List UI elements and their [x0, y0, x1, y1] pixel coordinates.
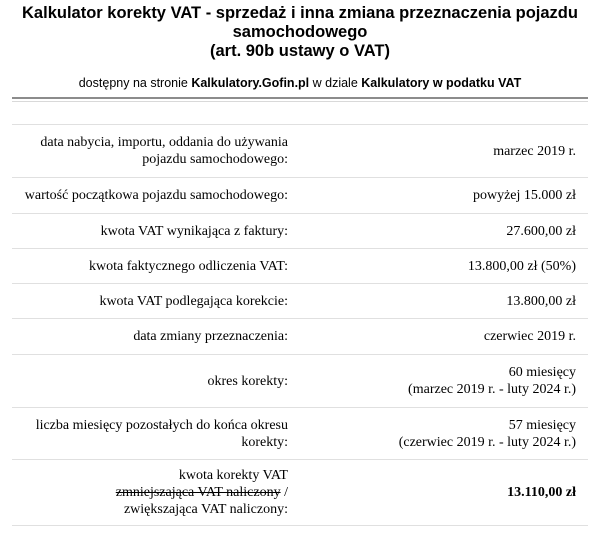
row-label: kwota VAT wynikająca z faktury: — [100, 223, 288, 239]
page-title — [0, 4, 600, 61]
title-line-2: samochodowego — [232, 23, 368, 41]
title-line-1: Kalkulator korekty VAT - sprzedaż i inna zmiana przeznaczenia pojazdu — [22, 4, 578, 22]
table-row-initial-value — [12, 178, 588, 214]
table-row-purchase-date — [12, 125, 588, 178]
row-value-total: 13.110,00 zł — [507, 485, 576, 500]
table-row-correction-period — [12, 355, 588, 408]
source-section-link[interactable]: Kalkulatory w podatku VAT — [361, 76, 522, 90]
table-row-correction-amount — [12, 460, 588, 526]
header-divider-shadow — [12, 101, 588, 102]
source-site-link[interactable]: Kalkulatory.Gofin.pl — [191, 76, 310, 90]
row-value-line: (czerwiec 2019 r. - luty 2024 r.) — [398, 434, 576, 450]
row-label-line: data nabycia, importu, oddania do używania — [40, 135, 288, 150]
row-label: wartość początkowa pojazdu samochodowego: — [24, 188, 288, 203]
row-label — [12, 417, 298, 451]
row-label-separator: / — [280, 485, 288, 500]
row-label-strikethrough: zmniejszająca VAT naliczony — [115, 485, 281, 500]
row-value: marzec 2019 r. — [493, 143, 576, 159]
row-label-line: pojazdu samochodowego: — [142, 152, 288, 167]
page-header — [0, 0, 600, 91]
source-note — [0, 75, 600, 91]
row-value: powyżej 15.000 zł — [472, 188, 576, 203]
results-table — [12, 124, 588, 526]
table-row-change-date — [12, 319, 588, 355]
row-label-line: liczba miesięcy pozostałych do końca okresu — [35, 417, 288, 433]
row-value-line: (marzec 2019 r. - luty 2024 r.) — [408, 382, 576, 397]
row-label: okres korekty: — [207, 373, 288, 389]
row-value — [298, 364, 588, 398]
row-value: czerwiec 2019 r. — [483, 329, 576, 344]
table-row-remaining-months — [12, 408, 588, 460]
row-label: kwota faktycznego odliczenia VAT: — [88, 258, 288, 274]
row-label: data zmiany przeznaczenia: — [133, 329, 288, 344]
row-value: 27.600,00 zł — [506, 223, 576, 239]
table-row-invoice-vat — [12, 214, 588, 249]
header-divider — [12, 97, 588, 99]
source-note-prefix: dostępny na stronie — [78, 76, 192, 90]
row-label: kwota VAT podlegająca korekcie: — [99, 293, 288, 309]
source-note-middle: w dziale — [309, 76, 362, 90]
row-value: 13.800,00 zł — [506, 293, 576, 309]
row-label — [12, 134, 298, 168]
title-line-3: (art. 90b ustawy o VAT) — [209, 42, 390, 60]
row-value — [298, 417, 588, 451]
table-row-vat-to-correct — [12, 284, 588, 319]
row-label — [12, 467, 298, 518]
table-row-actual-deduction — [12, 249, 588, 284]
row-value-line: 57 miesięcy — [508, 417, 576, 433]
row-label-line: korekty: — [241, 434, 288, 450]
row-value: 13.800,00 zł (50%) — [467, 258, 576, 274]
row-label-line: zwiększająca VAT naliczony: — [123, 502, 288, 517]
row-label-line: kwota korekty VAT — [178, 468, 288, 483]
row-value-line: 60 miesięcy — [508, 365, 576, 380]
